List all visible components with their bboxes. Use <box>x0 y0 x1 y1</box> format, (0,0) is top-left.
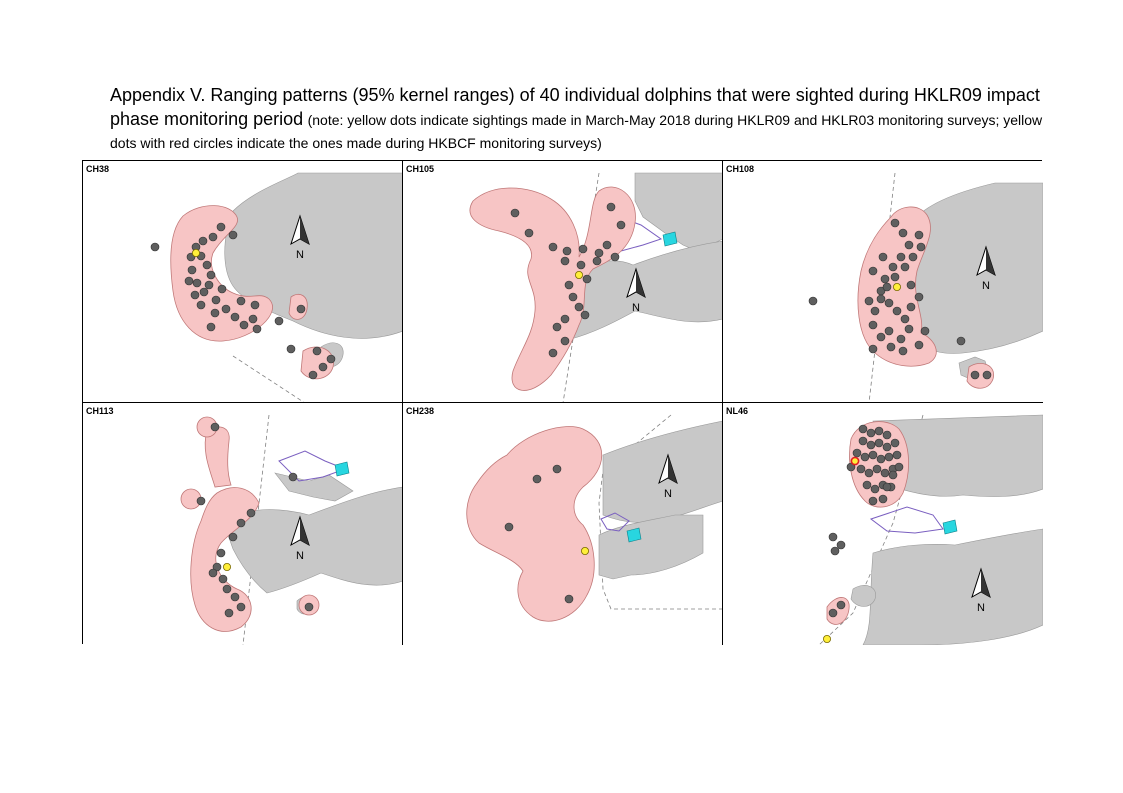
sighting-dot <box>861 453 869 461</box>
sighting-dot <box>581 311 589 319</box>
sighting-dot <box>193 279 201 287</box>
sighting-dot <box>197 301 205 309</box>
caption-title: Appendix V. Ranging patterns (95% kernel ranges) of 40 individual dolphins that were sighted during HKLR09 impact phase monitoring period <box>110 85 1040 129</box>
sighting-dot <box>197 497 205 505</box>
sighting-dot <box>921 327 929 335</box>
sighting-dot <box>593 257 601 265</box>
sighting-dot <box>909 253 917 261</box>
works-area <box>943 520 957 534</box>
works-area <box>663 232 677 246</box>
land-mass <box>863 529 1043 645</box>
sighting-dot <box>907 303 915 311</box>
sighting-dot <box>891 219 899 227</box>
sighting-dot <box>275 317 283 325</box>
sighting-dot <box>191 291 199 299</box>
sighting-dot <box>877 455 885 463</box>
sighting-dot <box>829 533 837 541</box>
north-label: N <box>632 302 640 314</box>
sighting-dot <box>865 297 873 305</box>
map-panel-ch105 <box>403 161 723 403</box>
kernel-range <box>467 427 602 622</box>
sighting-dot <box>247 509 255 517</box>
sighting-dot <box>199 237 207 245</box>
map-ch105 <box>403 161 723 403</box>
sighting-dot <box>917 243 925 251</box>
sighting-dot <box>229 533 237 541</box>
sighting-dot <box>885 327 893 335</box>
sighting-dot <box>879 495 887 503</box>
recent-sighting-dot <box>223 563 230 570</box>
sighting-dot <box>869 267 877 275</box>
works-area <box>335 462 349 476</box>
north-label: N <box>296 249 304 261</box>
sighting-dot <box>569 293 577 301</box>
sighting-dot <box>561 337 569 345</box>
sighting-dot <box>309 371 317 379</box>
land-mass <box>851 585 876 606</box>
sighting-dot <box>983 371 991 379</box>
map-ch238 <box>403 403 723 645</box>
sighting-dot <box>871 307 879 315</box>
sighting-dot <box>289 473 297 481</box>
map-ch38 <box>83 161 403 403</box>
sighting-dot <box>899 347 907 355</box>
sighting-dot <box>222 305 230 313</box>
sighting-dot <box>871 485 879 493</box>
sighting-dot <box>237 519 245 527</box>
sighting-dot <box>607 203 615 211</box>
sighting-dot <box>875 439 883 447</box>
sighting-dot <box>853 449 861 457</box>
sighting-dot <box>533 475 541 483</box>
land-mass <box>599 515 703 579</box>
sighting-dot <box>217 223 225 231</box>
hkbcf-sighting-dot <box>851 457 858 464</box>
sighting-dot <box>249 315 257 323</box>
north-label: N <box>977 602 985 614</box>
sighting-dot <box>185 277 193 285</box>
sighting-dot <box>885 299 893 307</box>
sighting-dot <box>875 427 883 435</box>
panel-label: CH108 <box>726 164 755 174</box>
sighting-dot <box>287 345 295 353</box>
sighting-dot <box>883 443 891 451</box>
map-nl46 <box>723 403 1043 645</box>
sighting-dot <box>200 288 208 296</box>
recent-sighting-dot <box>192 249 199 256</box>
sighting-dot <box>561 315 569 323</box>
sighting-dot <box>893 451 901 459</box>
sighting-dot <box>869 321 877 329</box>
sighting-dot <box>231 313 239 321</box>
sighting-dot <box>901 315 909 323</box>
sighting-dot <box>891 273 899 281</box>
sighting-dot <box>549 243 557 251</box>
sighting-dot <box>577 261 585 269</box>
sighting-dot <box>881 469 889 477</box>
north-label: N <box>296 550 304 562</box>
sighting-dot <box>240 321 248 329</box>
sighting-dot <box>223 585 231 593</box>
sighting-dot <box>877 295 885 303</box>
sighting-dot <box>319 363 327 371</box>
north-label: N <box>664 488 672 500</box>
sighting-dot <box>957 337 965 345</box>
sighting-dot <box>553 465 561 473</box>
sighting-dot <box>313 347 321 355</box>
map-panel-ch108 <box>723 161 1043 403</box>
sighting-dot <box>151 243 159 251</box>
sighting-dot <box>907 281 915 289</box>
panel-label: CH238 <box>406 406 435 416</box>
sighting-dot <box>611 253 619 261</box>
sighting-dot <box>915 341 923 349</box>
alignment-outline <box>871 507 943 533</box>
sighting-dot <box>603 241 611 249</box>
panel-label: NL46 <box>726 406 749 416</box>
sighting-dot <box>915 231 923 239</box>
sighting-dot <box>253 325 261 333</box>
figure-caption <box>110 84 1070 155</box>
sighting-dot <box>561 257 569 265</box>
sighting-dot <box>897 253 905 261</box>
sighting-dot <box>893 307 901 315</box>
sighting-dot <box>505 523 513 531</box>
sighting-dot <box>883 483 891 491</box>
sighting-dot <box>905 325 913 333</box>
sighting-dot <box>579 245 587 253</box>
sighting-dot <box>205 281 213 289</box>
sighting-dot <box>809 297 817 305</box>
sighting-dot <box>188 266 196 274</box>
sighting-dot <box>867 441 875 449</box>
sighting-dot <box>857 465 865 473</box>
sighting-dot <box>297 305 305 313</box>
sighting-dot <box>869 451 877 459</box>
caption-note: (note: yellow dots indicate sightings made in March-May 2018 during HKLR09 and HKLR03 monitoring surveys; yellow dots with red circles indicate the ones made during HKBCF monitoring surveys) <box>110 112 1043 151</box>
sighting-dot <box>203 261 211 269</box>
sighting-dot <box>251 301 259 309</box>
map-panel-nl46 <box>723 403 1043 645</box>
sighting-dot <box>867 429 875 437</box>
sighting-dot <box>859 437 867 445</box>
map-ch108 <box>723 161 1043 403</box>
sighting-dot <box>859 425 867 433</box>
sighting-dot <box>217 549 225 557</box>
sighting-dot <box>565 595 573 603</box>
sighting-dot <box>837 541 845 549</box>
sighting-dot <box>229 231 237 239</box>
sighting-dot <box>889 263 897 271</box>
sighting-dot <box>207 323 215 331</box>
sighting-dot <box>305 603 313 611</box>
sighting-dot <box>211 309 219 317</box>
sighting-dot <box>899 229 907 237</box>
north-label: N <box>982 280 990 292</box>
map-panel-ch238 <box>403 403 723 645</box>
sighting-dot <box>881 275 889 283</box>
sighting-dot <box>617 221 625 229</box>
sighting-dot <box>891 439 899 447</box>
sighting-dot <box>327 355 335 363</box>
land-mass <box>275 473 353 501</box>
sighting-dot <box>207 271 215 279</box>
sighting-dot <box>901 263 909 271</box>
map-panel-ch113 <box>83 403 403 645</box>
sighting-dot <box>915 293 923 301</box>
boundary-line <box>233 356 305 403</box>
sighting-dot <box>237 603 245 611</box>
sighting-dot <box>877 333 885 341</box>
sighting-dot <box>879 253 887 261</box>
sighting-dot <box>889 471 897 479</box>
recent-sighting-dot <box>893 283 900 290</box>
sighting-dot <box>219 575 227 583</box>
panel-label: CH105 <box>406 164 435 174</box>
sighting-dot <box>829 609 837 617</box>
sighting-dot <box>895 463 903 471</box>
sighting-dot <box>873 465 881 473</box>
sighting-dot <box>563 247 571 255</box>
sighting-dot <box>525 229 533 237</box>
recent-sighting-dot <box>575 271 582 278</box>
sighting-dot <box>883 431 891 439</box>
sighting-dot <box>511 209 519 217</box>
sighting-dot <box>595 249 603 257</box>
map-panel-ch38 <box>83 161 403 403</box>
sighting-dot <box>887 343 895 351</box>
sighting-dot <box>865 469 873 477</box>
sighting-dot <box>237 297 245 305</box>
sighting-dot <box>225 609 233 617</box>
sighting-dot <box>231 593 239 601</box>
sighting-dot <box>885 453 893 461</box>
sighting-dot <box>209 233 217 241</box>
sighting-dot <box>583 275 591 283</box>
land-mass <box>635 173 723 251</box>
sighting-dot <box>553 323 561 331</box>
panel-label: CH113 <box>86 406 114 416</box>
sighting-dot <box>211 423 219 431</box>
sighting-dot <box>897 335 905 343</box>
sighting-dot <box>869 345 877 353</box>
recent-sighting-dot <box>823 635 830 642</box>
sighting-dot <box>549 349 557 357</box>
sighting-dot <box>869 497 877 505</box>
sighting-dot <box>209 569 217 577</box>
map-ch113 <box>83 403 403 645</box>
sighting-dot <box>575 303 583 311</box>
sighting-dot <box>883 283 891 291</box>
sighting-dot <box>218 285 226 293</box>
ranging-maps-grid <box>82 160 1042 644</box>
sighting-dot <box>212 296 220 304</box>
sighting-dot <box>905 241 913 249</box>
sighting-dot <box>831 547 839 555</box>
sighting-dot <box>837 601 845 609</box>
recent-sighting-dot <box>581 547 588 554</box>
sighting-dot <box>565 281 573 289</box>
panel-label: CH38 <box>86 164 110 174</box>
sighting-dot <box>863 481 871 489</box>
sighting-dot <box>971 371 979 379</box>
